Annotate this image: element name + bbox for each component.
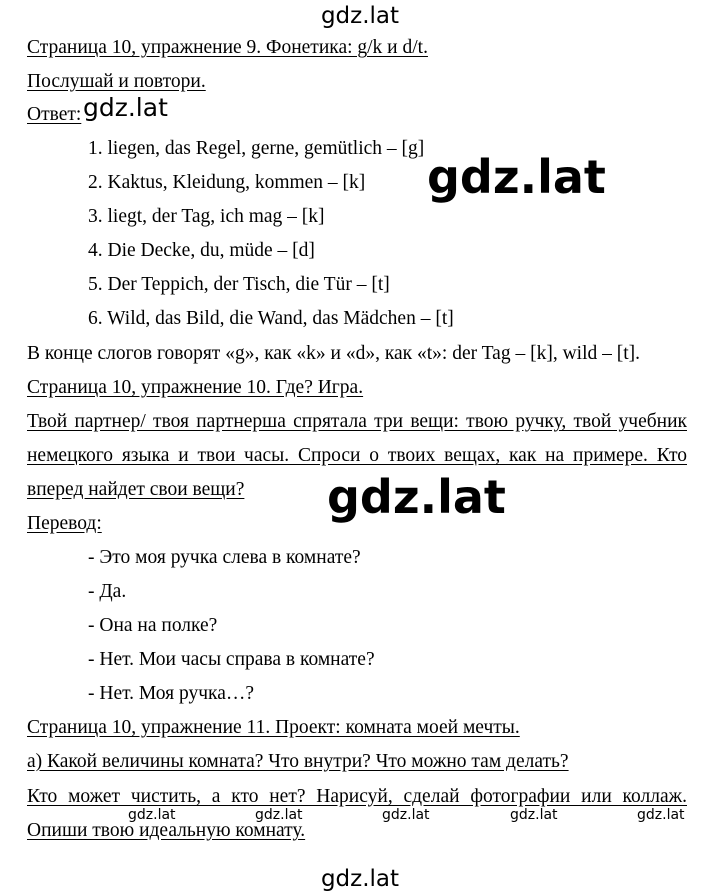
watermark-small-4: gdz.lat <box>510 807 558 823</box>
dialog-line: - Она на полке? <box>88 615 218 636</box>
watermark-small-3: gdz.lat <box>382 807 430 823</box>
dialog-line: - Это моя ручка слева в комнате? <box>88 547 361 568</box>
watermark-small-2: gdz.lat <box>255 807 303 823</box>
watermark-large-2: gdz.lat <box>327 470 506 524</box>
list-item: 2. Kaktus, Kleidung, kommen – [k] <box>88 172 366 193</box>
task-exercise-11b-line: Кто может чистить, а кто нет? Нарисуй, сделай фотографии или коллаж. <box>27 786 687 807</box>
task-exercise-10-line: немецкого языка и твои часы. Спроси о твоих вещах, как на примере. Кто <box>27 445 687 466</box>
watermark-top: gdz.lat <box>320 3 400 29</box>
task-exercise-10-line: Твой партнер/ твоя партнерша спрятала три вещи: твою ручку, твой учебник <box>27 411 687 432</box>
list-item: 6. Wild, das Bild, die Wand, das Mädchen – [t] <box>88 308 454 329</box>
watermark-large-1: gdz.lat <box>427 150 606 204</box>
translation-label: Перевод: <box>27 513 102 534</box>
list-item: 4. Die Decke, du, müde – [d] <box>88 240 315 261</box>
answer-label: Ответ: <box>27 104 82 125</box>
task-exercise-11a: а) Какой величины комната? Что внутри? Что можно там делать? <box>27 751 569 772</box>
list-item: 1. liegen, das Regel, gerne, gemütlich – [g] <box>88 138 425 159</box>
task-exercise-10-line: вперед найдет свои вещи? <box>27 479 245 500</box>
task-exercise-11b-line: Опиши твою идеальную комнату. <box>27 820 306 841</box>
dialog-line: - Да. <box>88 581 127 602</box>
watermark-bottom: gdz.lat <box>320 866 400 892</box>
task-exercise-9: Послушай и повтори. <box>27 71 206 92</box>
watermark-small-1: gdz.lat <box>128 807 176 823</box>
list-item: 5. Der Teppich, der Tisch, die Tür – [t] <box>88 274 390 295</box>
watermark-answer: gdz.lat <box>83 93 168 122</box>
heading-exercise-11: Страница 10, упражнение 11. Проект: комната моей мечты. <box>27 717 520 738</box>
dialog-line: - Нет. Моя ручка…? <box>88 683 255 704</box>
heading-exercise-9: Страница 10, упражнение 9. Фонетика: g/k и d/t. <box>27 37 428 58</box>
watermark-small-5: gdz.lat <box>637 807 685 823</box>
heading-exercise-10: Страница 10, упражнение 10. Где? Игра. <box>27 377 364 398</box>
dialog-line: - Нет. Мои часы справа в комнате? <box>88 649 375 670</box>
list-item: 3. liegt, der Tag, ich mag – [k] <box>88 206 325 227</box>
phonetic-rule: В конце слогов говорят «g», как «k» и «d», как «t»: der Tag – [k], wild – [t]. <box>27 343 641 364</box>
